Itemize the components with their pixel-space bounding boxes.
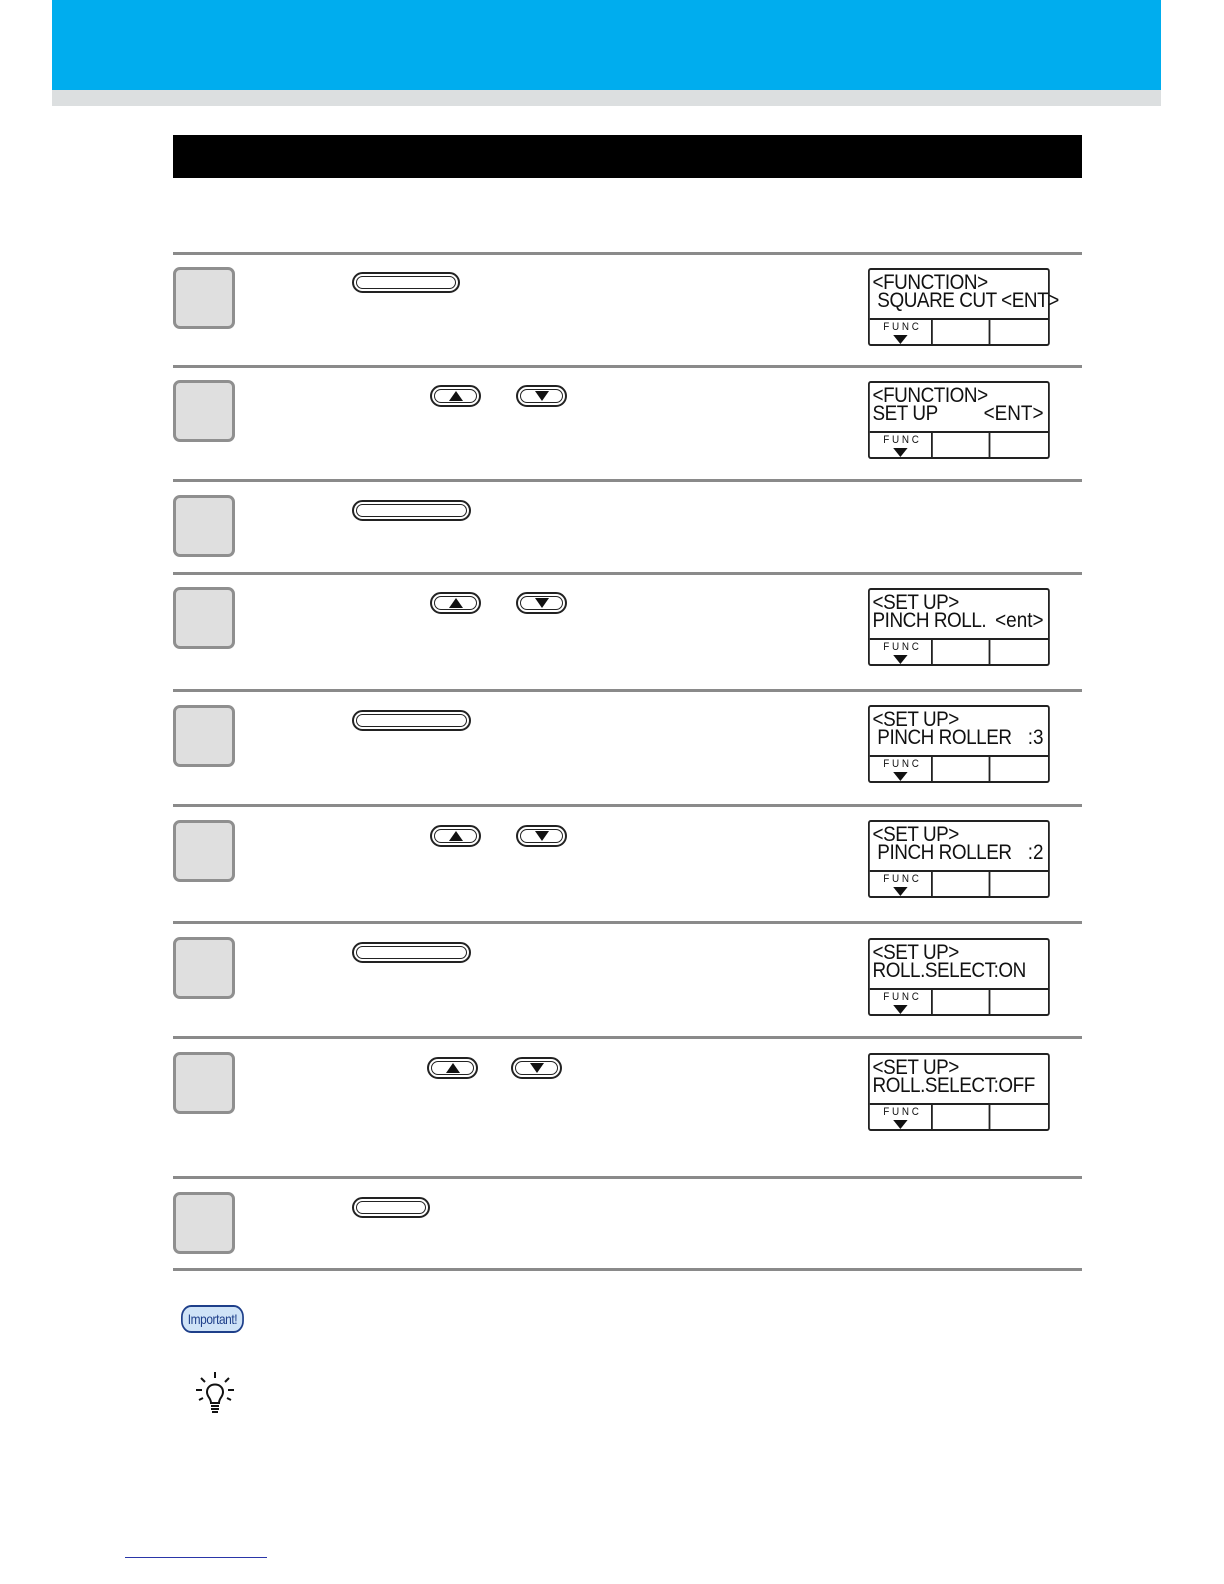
up-arrow-icon [449, 391, 463, 401]
divider [173, 479, 1082, 482]
lcd-line-2: ROLL.SELECT:OFF [872, 1074, 1035, 1097]
lcd-display [868, 588, 1050, 666]
enter-key[interactable] [352, 710, 471, 731]
divider [173, 1036, 1082, 1039]
lcd-display [868, 268, 1059, 346]
lcd-line-1: <FUNCTION> [872, 271, 988, 294]
function-key[interactable] [352, 272, 460, 293]
header-banner [52, 0, 1161, 90]
important-badge: Important! [181, 1305, 244, 1333]
down-key[interactable] [516, 385, 567, 407]
lcd-func-label: FUNC [883, 758, 922, 770]
lcd-display [868, 1053, 1050, 1131]
lcd-func-label: FUNC [883, 321, 922, 333]
lcd-line-2: PINCH ROLLER [872, 841, 1012, 864]
lcd-display [868, 705, 1050, 783]
divider [173, 804, 1082, 807]
up-arrow-icon [449, 598, 463, 608]
step-number-box [173, 1192, 235, 1254]
lcd-line-2: PINCH ROLLER [872, 726, 1012, 749]
step-number-box [173, 495, 235, 557]
lcd-line-2: PINCH ROLL. [872, 609, 987, 632]
step-number-box [173, 1052, 235, 1114]
end-key[interactable] [352, 1197, 430, 1218]
lcd-line-2-right: :3 [1027, 726, 1044, 749]
down-triangle-icon [893, 655, 907, 664]
up-key[interactable] [427, 1057, 478, 1079]
lcd-func-label: FUNC [883, 991, 922, 1003]
divider [173, 1268, 1082, 1271]
divider [173, 689, 1082, 692]
down-triangle-icon [893, 772, 907, 781]
lcd-line-2-right: :2 [1027, 841, 1044, 864]
divider [173, 365, 1082, 368]
lcd-line-2-right: <ent> [995, 609, 1044, 632]
lcd-line-1: <SET UP> [872, 591, 959, 614]
lcd-line-2-right: <ENT> [983, 402, 1044, 425]
up-key[interactable] [430, 825, 481, 847]
down-key[interactable] [516, 592, 567, 614]
lcd-line-1: <SET UP> [872, 823, 959, 846]
up-arrow-icon [446, 1063, 460, 1073]
header-banner-shadow [52, 90, 1161, 106]
lcd-line-1: <FUNCTION> [872, 384, 988, 407]
up-arrow-icon [449, 831, 463, 841]
step-number-box [173, 380, 235, 442]
footer-rule [125, 1557, 267, 1558]
lcd-line-1: <SET UP> [872, 708, 959, 731]
down-triangle-icon [893, 448, 907, 457]
lcd-line-2: SET UP [872, 402, 938, 425]
lcd-func-label: FUNC [883, 873, 922, 885]
down-arrow-icon [530, 1063, 544, 1073]
divider [173, 252, 1082, 255]
step-number-box [173, 267, 235, 329]
lcd-func-label: FUNC [883, 1106, 922, 1118]
lcd-line-1: <SET UP> [872, 941, 959, 964]
down-arrow-icon [535, 831, 549, 841]
lcd-func-label: FUNC [883, 434, 922, 446]
divider [173, 572, 1082, 575]
down-arrow-icon [535, 391, 549, 401]
enter-key[interactable] [352, 500, 471, 521]
step-number-box [173, 820, 235, 882]
lcd-display [868, 938, 1050, 1016]
down-triangle-icon [893, 887, 907, 896]
divider [173, 921, 1082, 924]
up-key[interactable] [430, 385, 481, 407]
lcd-func-label: FUNC [883, 641, 922, 653]
lcd-display [868, 381, 1050, 459]
down-key[interactable] [511, 1057, 562, 1079]
divider [173, 1176, 1082, 1179]
step-number-box [173, 705, 235, 767]
step-number-box [173, 587, 235, 649]
down-arrow-icon [535, 598, 549, 608]
lcd-line-2: SQUARE CUT <ENT> [872, 289, 1059, 312]
down-triangle-icon [893, 1005, 907, 1014]
down-triangle-icon [893, 335, 907, 344]
lcd-line-2: ROLL.SELECT:ON [872, 959, 1026, 982]
section-title-bar [173, 135, 1082, 178]
lcd-display [868, 820, 1050, 898]
step-number-box [173, 937, 235, 999]
down-key[interactable] [516, 825, 567, 847]
enter-key[interactable] [352, 942, 471, 963]
lightbulb-icon [193, 1370, 237, 1416]
down-triangle-icon [893, 1120, 907, 1129]
lcd-line-1: <SET UP> [872, 1056, 959, 1079]
up-key[interactable] [430, 592, 481, 614]
